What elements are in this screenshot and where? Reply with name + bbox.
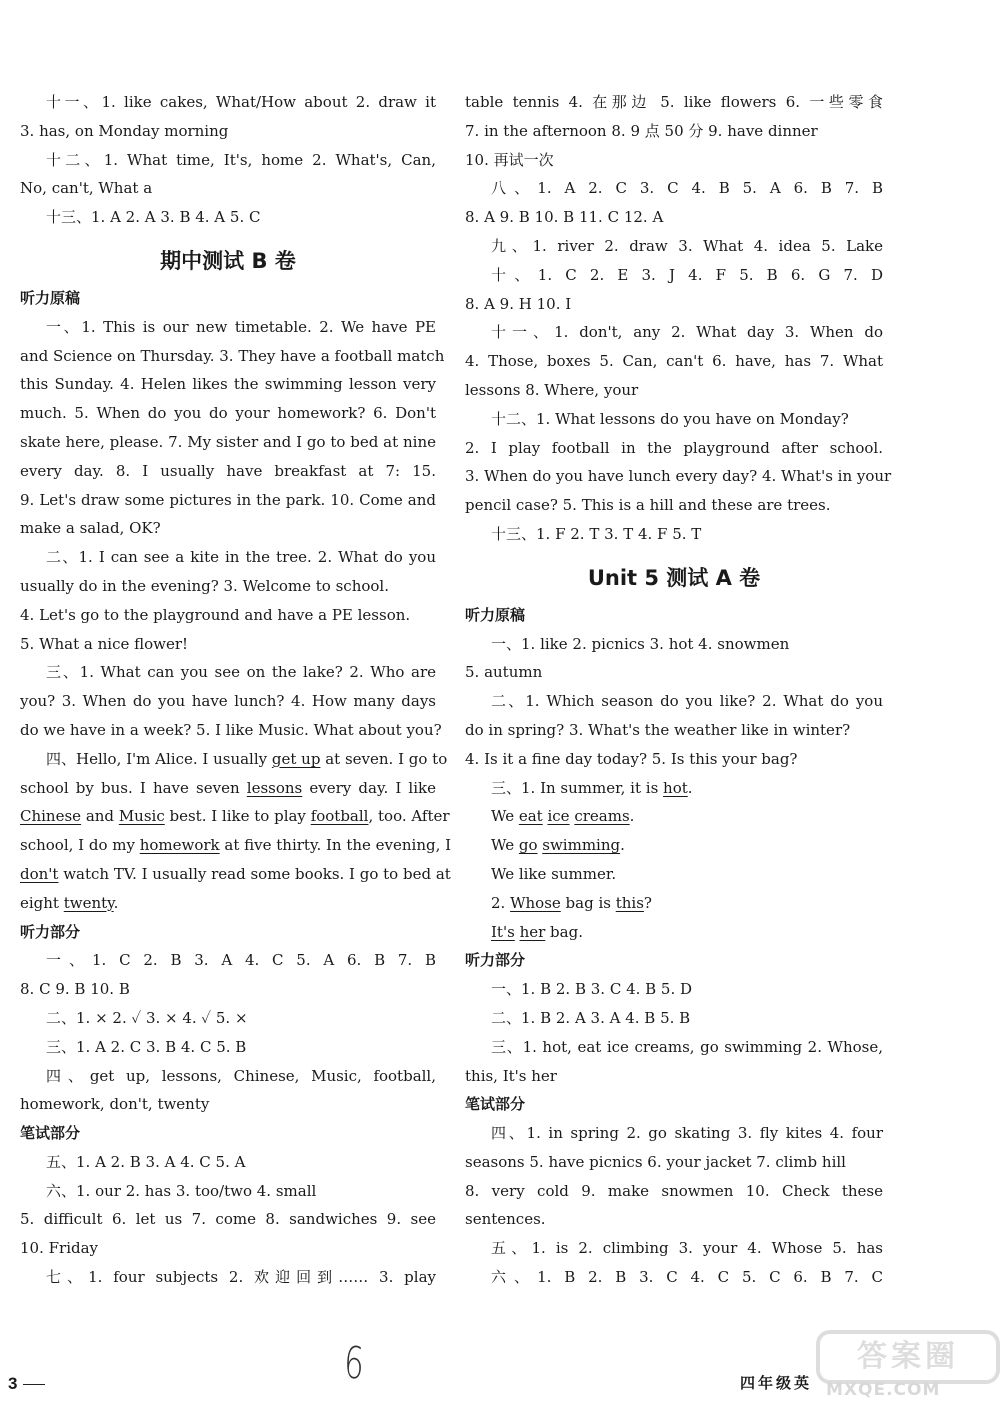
answer-line: 三、1. In summer, it is hot.	[491, 778, 693, 797]
answer-line: We like summer.	[491, 864, 617, 883]
answer-line: No, can't, What a	[20, 179, 153, 198]
answer-line: 4. Let's go to the playground and have a PE lesson.	[20, 605, 411, 624]
answer-line: 三、1. What can you see on the lake? 2. Who are	[46, 663, 436, 682]
section-heading: 听力部分	[20, 922, 81, 941]
answer-line: 九、1. river 2. draw 3. What 4. idea 5. Lake	[491, 236, 883, 255]
answer-line: this Sunday. 4. Helen likes the swimming lesson very	[20, 375, 436, 394]
answer-line: 5. autumn	[465, 663, 543, 682]
answer-line: 十三、1. F 2. T 3. T 4. F 5. T	[491, 524, 702, 543]
answer-line: 三、1. A 2. C 3. B 4. C 5. B	[46, 1037, 247, 1056]
answer-line: 二、1. B 2. A 3. A 4. B 5. B	[491, 1008, 691, 1027]
answer-line: 4. Is it a fine day today? 5. Is this your bag?	[465, 749, 798, 768]
answer-line: table tennis 4. 在那边 5. like flowers 6. 一些零食	[465, 93, 883, 111]
answer-line: don't watch TV. I usually read some books. I go to bed at	[20, 864, 451, 883]
answer-line: 2. I play football in the playground after school.	[465, 438, 883, 457]
answer-line: pencil case? 5. This is a hill and these are trees.	[465, 496, 831, 515]
answer-line: 二、1. I can see a kite in the tree. 2. What do you	[46, 548, 436, 567]
answer-line: 5. What a nice flower!	[20, 634, 189, 653]
handwritten-mark: 6	[342, 1337, 366, 1390]
watermark-mark: 答案圈	[816, 1330, 1000, 1384]
watermark-site: MXQE.COM	[826, 1380, 941, 1400]
answer-line: 8. A 9. H 10. I	[465, 294, 572, 313]
answer-line: 8. C 9. B 10. B	[20, 980, 130, 999]
answer-line: school by bus. I have seven lessons every day. I like	[20, 778, 436, 797]
answer-line: skate here, please. 7. My sister and I go to bed at nine	[20, 432, 436, 451]
answer-line: 五、1. A 2. B 3. A 4. C 5. A	[46, 1152, 246, 1171]
answer-line: 5. difficult 6. let us 7. come 8. sandwiches 9. see	[20, 1210, 436, 1229]
page-number: 3	[8, 1374, 45, 1394]
answer-line: 一、1. B 2. B 3. C 4. B 5. D	[491, 980, 693, 999]
answer-line: usually do in the evening? 3. Welcome to school.	[20, 576, 389, 595]
answer-line: 五、1. is 2. climbing 3. your 4. Whose 5. has	[491, 1239, 883, 1258]
answer-line: 四、1. in spring 2. go skating 3. fly kites 4. four	[491, 1124, 883, 1143]
section-heading: 笔试部分	[20, 1124, 81, 1143]
answer-line: you? 3. When do you have lunch? 4. How many days	[20, 692, 436, 711]
answer-line: 十、1. C 2. E 3. J 4. F 5. B 6. G 7. D	[491, 265, 883, 284]
left-column	[20, 88, 452, 1292]
section-title: 期中测试 B 卷	[160, 248, 296, 273]
section-heading: 笔试部分	[465, 1095, 526, 1114]
answer-line: 十一、1. don't, any 2. What day 3. When do	[491, 323, 883, 342]
answer-line: eight twenty.	[20, 893, 119, 912]
answer-line: and Science on Thursday. 3. They have a football match	[20, 346, 445, 365]
answer-line: homework, don't, twenty	[20, 1095, 210, 1114]
answer-line: lessons 8. Where, your	[465, 380, 639, 399]
answer-line: school, I do my homework at five thirty. In the evening, I	[20, 836, 452, 855]
answer-line: 9. Let's draw some pictures in the park. 10. Come and	[20, 490, 436, 509]
section-heading: 听力原稿	[465, 605, 526, 624]
answer-line: every day. 8. I usually have breakfast at 7: 15.	[20, 461, 436, 480]
answer-line: 六、1. our 2. has 3. too/two 4. small	[46, 1181, 317, 1200]
answer-line: 8. A 9. B 10. B 11. C 12. A	[465, 208, 664, 227]
answer-line: 七、1. four subjects 2. 欢迎回到…… 3. play	[46, 1268, 436, 1287]
answer-line: It's her bag.	[491, 922, 583, 941]
answer-line: 一、1. like 2. picnics 3. hot 4. snowmen	[491, 634, 790, 653]
answer-line: this, It's her	[465, 1066, 557, 1085]
grade-label: 四年级英	[740, 1374, 813, 1392]
answer-line: 10. Friday	[20, 1239, 99, 1258]
answer-line: 4. Those, boxes 5. Can, can't 6. have, has 7. What	[465, 352, 883, 371]
answer-line: sentences.	[465, 1210, 546, 1229]
section-heading: 听力原稿	[20, 288, 81, 307]
answer-line: 二、1. Which season do you like? 2. What do you	[491, 692, 883, 711]
answer-line: 8. very cold 9. make snowmen 10. Check these	[465, 1181, 883, 1200]
answer-line: 二、1. × 2. ✓ 3. × 4. ✓ 5. ×	[46, 1008, 248, 1027]
answer-line: 四、get up, lessons, Chinese, Music, football,	[46, 1066, 436, 1085]
answer-line: We eat ice creams.	[491, 807, 635, 826]
answer-line: much. 5. When do you do your homework? 6. Don't	[20, 404, 436, 423]
answer-line: 三、1. hot, eat ice creams, go swimming 2. Whose,	[491, 1037, 883, 1056]
answer-line: 十二、1. What time, It's, home 2. What's, Can,	[46, 150, 436, 169]
answer-line: 八、1. A 2. C 3. C 4. B 5. A 6. B 7. B	[491, 179, 883, 198]
answer-line: 一、1. C 2. B 3. A 4. C 5. A 6. B 7. B	[46, 951, 436, 970]
answer-line: 十二、1. What lessons do you have on Monday?	[491, 409, 849, 428]
answer-line: seasons 5. have picnics 6. your jacket 7. climb hill	[465, 1152, 846, 1171]
answer-line: 10. 再试一次	[465, 150, 554, 169]
answer-line: 一、1. This is our new timetable. 2. We have PE	[46, 317, 436, 336]
answer-line: do we have in a week? 5. I like Music. What about you?	[20, 720, 442, 739]
answer-line: 7. in the afternoon 8. 9 点 50 分 9. have dinner	[465, 121, 818, 140]
watermark-logo	[812, 1330, 998, 1402]
answer-line: 3. When do you have lunch every day? 4. What's in your	[465, 467, 892, 486]
section-heading: 听力部分	[465, 951, 526, 970]
answer-line: 四、Hello, I'm Alice. I usually get up at seven. I go to	[46, 749, 448, 768]
answer-line: 十三、1. A 2. A 3. B 4. A 5. C	[46, 208, 261, 227]
answer-line: make a salad, OK?	[20, 519, 161, 538]
answer-line: 2. Whose bag is this?	[491, 893, 652, 912]
right-column	[465, 88, 892, 1292]
section-title: Unit 5 测试 A 卷	[587, 565, 761, 590]
answer-line: do in spring? 3. What's the weather like in winter?	[465, 720, 851, 739]
answer-line: 十一、1. like cakes, What/How about 2. draw it	[46, 93, 436, 111]
answer-line: 六、1. B 2. B 3. C 4. C 5. C 6. B 7. C	[491, 1268, 883, 1287]
answer-line: We go swimming.	[491, 836, 625, 855]
answer-line: 3. has, on Monday morning	[20, 121, 229, 140]
answer-line: Chinese and Music best. I like to play football, too. After	[20, 807, 450, 826]
